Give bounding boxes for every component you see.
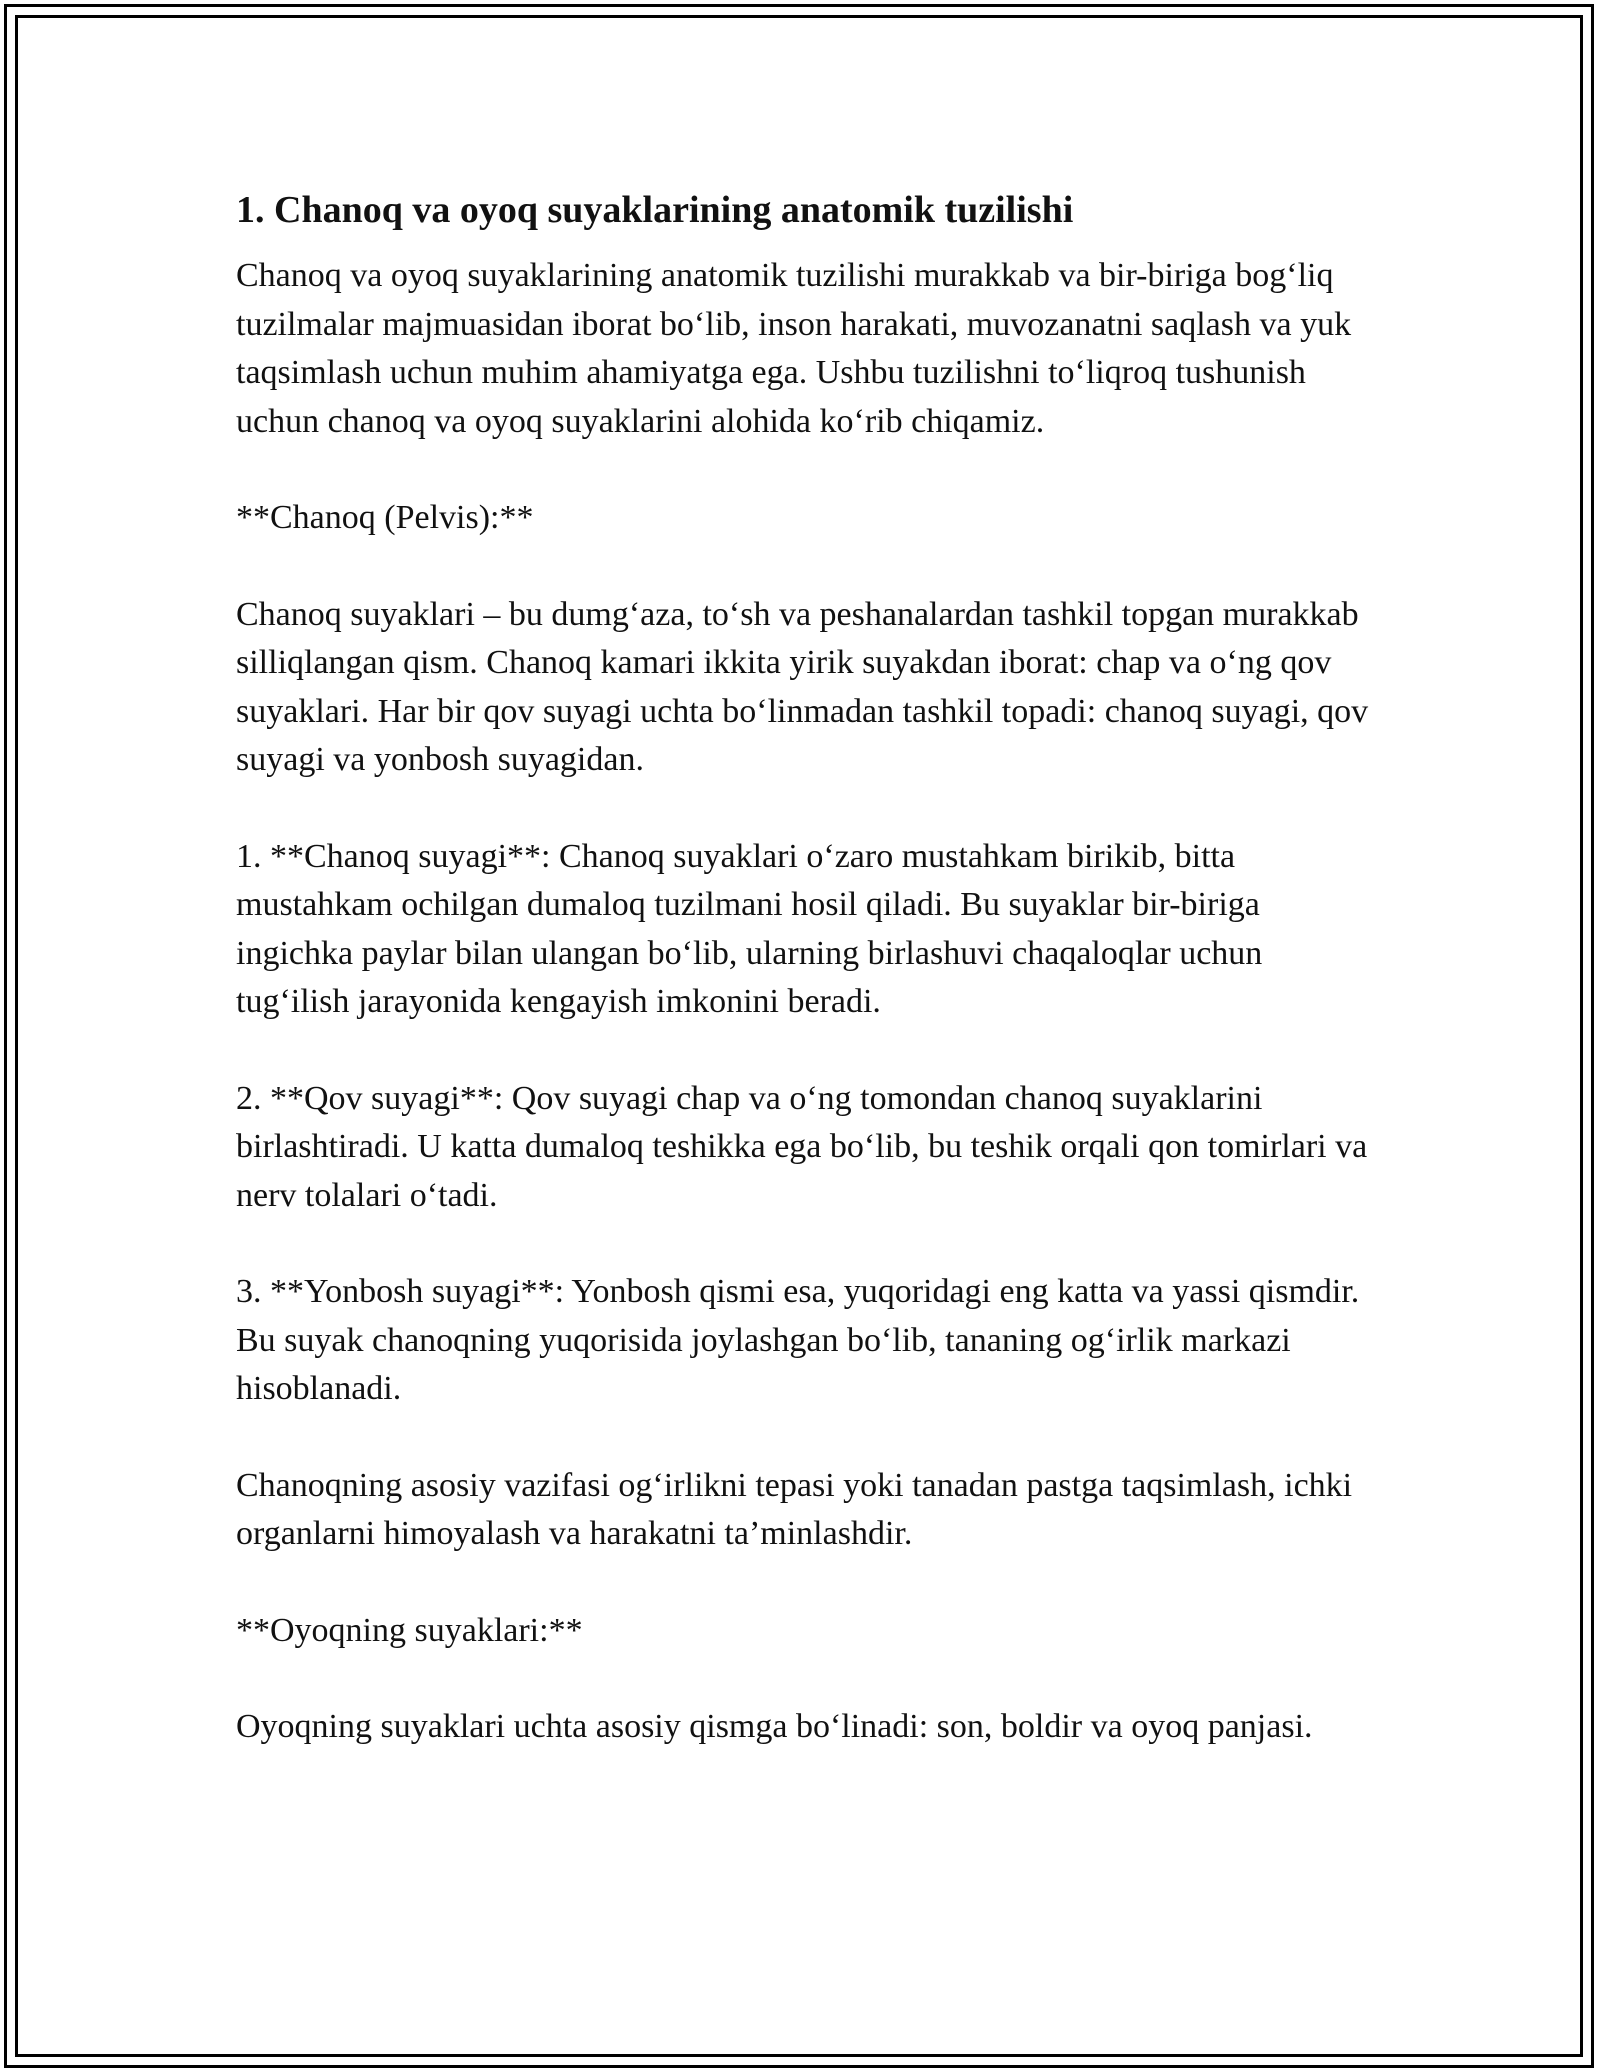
list-item-yonbosh-suyagi: 3. **Yonbosh suyagi**: Yonbosh qismi esa, yuqoridagi eng katta va yassi qismdir. Bu suyak chanoqning yuqorisida joylashgan bo‘lib, tananing og‘irlik markazi hisoblanadi. xyxy=(236,1273,1360,1407)
list-item-chanoq-suyagi: 1. **Chanoq suyagi**: Chanoq suyaklari o‘zaro mustahkam birikib, bitta mustahkam ochilgan dumaloq tuzilmani hosil qiladi. Bu suyaklar bir-biriga ingichka paylar bilan ulangan bo‘lib, ularning birlashuvi chaqaloqlar uchun tug‘ilish jarayonida kengayish imkonini beradi. xyxy=(236,837,1263,1020)
document-body xyxy=(236,186,1376,1800)
pelvis-paragraph: Chanoq suyaklari – bu dumg‘aza, to‘sh va peshanalardan tashkil topgan murakkab silliqlangan qism. Chanoq kamari ikkita yirik suyakdan iborat: chap va o‘ng qov suyaklari. Har bir qov suyagi uchta bo‘linmadan tashkil topadi: chanoq suyagi, qov suyagi va yonbosh suyagidan. xyxy=(236,595,1369,778)
leg-bones-subheading: **Oyoqning suyaklari:** xyxy=(236,1611,583,1649)
leg-bones-paragraph: Oyoqning suyaklari uchta asosiy qismga bo‘linadi: son, boldir va oyoq panjasi. xyxy=(236,1708,1313,1745)
list-item-qov-suyagi: 2. **Qov suyagi**: Qov suyagi chap va o‘ng tomondan chanoq suyaklarini birlashtiradi. U katta dumaloq teshikka ega bo‘lib, bu teshik orqali qon tomirlari va nerv tolalari o‘tadi. xyxy=(236,1079,1368,1214)
section-heading: 1. Chanoq va oyoq suyaklarining anatomik tuzilishi xyxy=(236,189,1074,231)
pelvis-subheading: **Chanoq (Pelvis):** xyxy=(236,499,534,536)
pelvis-function-paragraph: Chanoqning asosiy vazifasi og‘irlikni tepasi yoki tanadan pastga taqsimlash, ichki organlarni himoyalash va harakatni ta’minlashdir. xyxy=(236,1466,1353,1552)
intro-paragraph: Chanoq va oyoq suyaklarining anatomik tuzilishi murakkab va bir-biriga bog‘liq tuzilmalar majmuasidan iborat bo‘lib, inson harakati, muvozanatni saqlash va yuk taqsimlash uchun muhim ahamiyatga ega. Ushbu tuzilishni to‘liqroq tushunish uchun chanoq va oyoq suyaklarini alohida ko‘rib chiqamiz. xyxy=(236,257,1352,440)
